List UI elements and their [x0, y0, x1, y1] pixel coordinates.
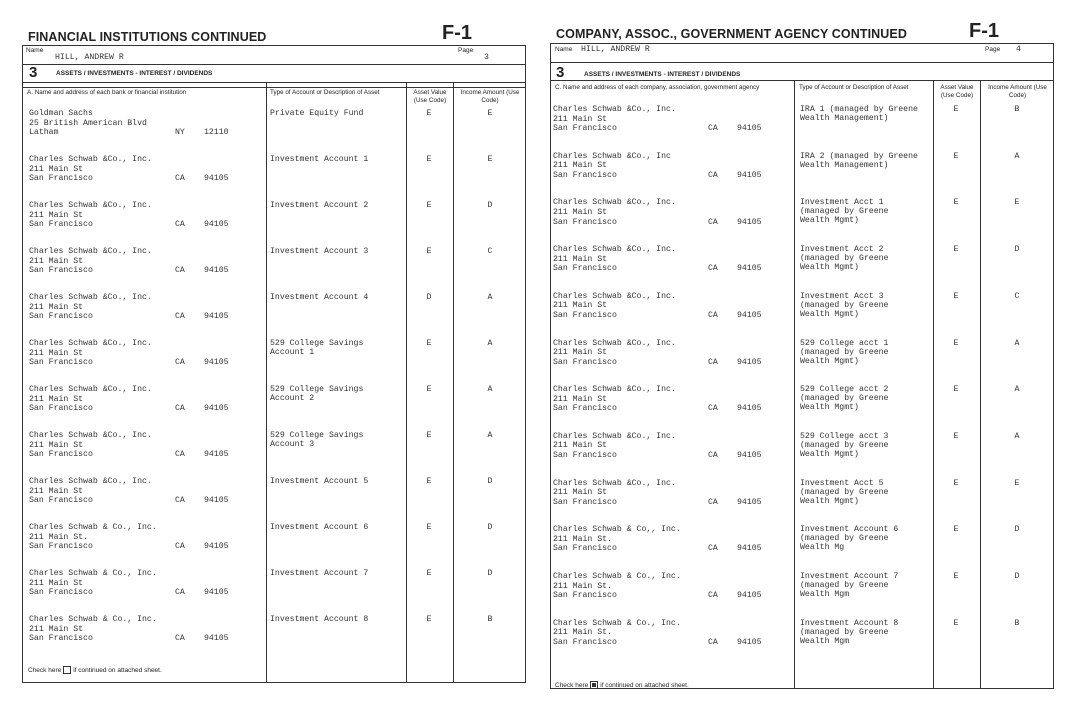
table-row: [551, 385, 1053, 431]
check-label-suffix: if continued on attached sheet.: [73, 666, 162, 674]
entry-zip: 94105: [204, 220, 229, 230]
entry-institution-name: Charles Schwab &Co., Inc.: [553, 338, 676, 348]
entry-account-type: IRA 2 (managed by Greene Wealth Management): [800, 151, 918, 170]
entry-city: San Francisco: [29, 220, 93, 230]
table-row: [23, 477, 525, 523]
entry-institution-name: Charles Schwab &Co., Inc.: [553, 478, 676, 488]
entry-institution-name: Charles Schwab &Co., Inc.: [553, 291, 676, 301]
entry-account-type: Investment Account 8 (managed by Greene Wealth Mgm: [800, 618, 899, 646]
entry-account-type: Investment Acct 2 (managed by Greene Wealth Mgmt): [800, 245, 889, 273]
entry-institution-name: Charles Schwab &Co., Inc.: [29, 155, 152, 164]
entry-account-type: Investment Account 2: [270, 201, 369, 210]
entry-asset-code: E: [426, 385, 432, 394]
entry-income-code: B: [1014, 105, 1020, 114]
page-number: 3: [484, 53, 489, 62]
entry-account-type: Investment Account 5: [270, 477, 369, 486]
entry-state: CA: [175, 266, 185, 276]
entry-institution-name: Charles Schwab &Co., Inc.: [29, 201, 152, 210]
entry-zip: 94105: [737, 497, 762, 507]
name-row: [23, 46, 525, 65]
entry-asset-code: E: [953, 385, 959, 395]
entry-street: 211 Main St.: [553, 534, 612, 544]
col-header-type: Type of Account or Description of Asset: [270, 89, 380, 96]
entry-institution-name: Charles Schwab &Co., Inc.: [553, 245, 676, 255]
col-header-income: Income Amount (Use Code): [460, 89, 520, 104]
col-header-asset: Asset Value (Use Code): [413, 89, 447, 104]
entry-street: 211 Main St: [553, 441, 608, 451]
table-row: [23, 339, 525, 385]
table-row: [551, 479, 1053, 525]
section-number: 3: [29, 64, 38, 81]
continued-checkbox[interactable]: [63, 666, 71, 674]
form-id: F-1: [442, 22, 472, 44]
entry-income-code: A: [487, 385, 493, 394]
entry-asset-code: E: [953, 338, 959, 348]
entry-zip: 94105: [204, 542, 229, 552]
entry-street: 211 Main St.: [553, 581, 612, 591]
table-row: [551, 339, 1053, 385]
entry-state: CA: [708, 497, 718, 507]
col-header-income: Income Amount (Use Code): [988, 84, 1047, 99]
entry-asset-code: D: [426, 293, 432, 302]
entry-income-code: A: [1014, 385, 1020, 395]
entry-zip: 94105: [204, 450, 229, 460]
table-row: [23, 569, 525, 615]
section-title: ASSETS / INVESTMENTS - INTEREST / DIVIDENDS: [56, 70, 213, 77]
entry-institution-name: Charles Schwab & Co., Inc.: [29, 523, 157, 532]
entry-street: 211 Main St: [29, 440, 84, 450]
entry-street: 211 Main St: [29, 486, 84, 496]
table-row: [23, 293, 525, 339]
entry-street: 211 Main St: [553, 348, 608, 358]
table-row: [551, 245, 1053, 291]
table-row: [23, 385, 525, 431]
entry-city: San Francisco: [553, 544, 617, 554]
entry-account-type: Investment Account 4: [270, 293, 369, 302]
entry-state: CA: [708, 404, 718, 414]
entry-city: San Francisco: [29, 634, 93, 644]
entry-state: CA: [175, 450, 185, 460]
entry-zip: 94105: [737, 357, 762, 367]
entry-institution-name: Charles Schwab & Co., Inc.: [29, 569, 157, 578]
entry-city: San Francisco: [553, 591, 617, 601]
page-label: Page: [985, 46, 1001, 53]
entry-city: San Francisco: [29, 404, 93, 414]
entry-institution-name: Charles Schwab &Co., Inc.: [553, 105, 676, 114]
entry-street: 211 Main St: [553, 207, 608, 217]
entry-account-type: 529 College acct 3 (managed by Greene Wealth Mgmt): [800, 431, 889, 459]
entry-zip: 94105: [737, 264, 762, 274]
entry-zip: 94105: [737, 637, 762, 647]
entry-institution-name: Charles Schwab &Co., Inc.: [553, 198, 676, 208]
entry-asset-code: E: [426, 109, 432, 118]
entry-asset-code: E: [953, 291, 959, 301]
entry-city: San Francisco: [553, 310, 617, 320]
section-title: ASSETS / INVESTMENTS - INTEREST / DIVIDENDS: [584, 71, 741, 78]
entry-asset-code: E: [953, 245, 959, 255]
continued-checkbox-row: [555, 681, 689, 689]
entry-street: 211 Main St: [553, 488, 608, 498]
entry-account-type: 529 College Savings Account 2: [270, 385, 364, 404]
entry-asset-code: E: [953, 151, 959, 161]
entry-city: San Francisco: [553, 217, 617, 227]
entry-city: San Francisco: [553, 124, 617, 134]
entry-account-type: Investment Acct 3 (managed by Greene Wealth Mgmt): [800, 291, 889, 319]
entry-zip: 94105: [737, 170, 762, 180]
entry-account-type: Private Equity Fund: [270, 109, 364, 118]
entry-zip: 94105: [737, 544, 762, 554]
entry-institution-name: Charles Schwab &Co., Inc.: [29, 431, 152, 440]
continued-checkbox[interactable]: [590, 681, 598, 689]
entry-street: 211 Main St: [553, 394, 608, 404]
col-header-asset: Asset Value (Use Code): [940, 84, 974, 99]
entry-asset-code: E: [426, 569, 432, 578]
entry-zip: 12110: [204, 128, 229, 138]
entry-state: CA: [175, 220, 185, 230]
entry-account-type: 529 College Savings Account 1: [270, 339, 364, 358]
entry-city: San Francisco: [553, 264, 617, 274]
entry-state: CA: [175, 496, 185, 506]
col-header-name: C. Name and address of each company, association, government agency: [555, 84, 760, 91]
entry-street: 211 Main St: [29, 394, 84, 404]
entry-state: CA: [175, 312, 185, 322]
table-row: [23, 615, 525, 661]
name-row: [551, 44, 1053, 63]
column-header-divider: [23, 87, 525, 88]
entry-zip: 94105: [737, 217, 762, 227]
entry-institution-name: Goldman Sachs: [29, 109, 93, 118]
entry-state: CA: [175, 634, 185, 644]
form-id: F-1: [969, 20, 999, 42]
entry-income-code: A: [487, 431, 493, 440]
entry-asset-code: E: [426, 523, 432, 532]
entry-state: CA: [708, 357, 718, 367]
entry-institution-name: Charles Schwab &Co., Inc.: [29, 339, 152, 348]
entry-city: San Francisco: [553, 404, 617, 414]
entry-institution-name: Charles Schwab &Co., Inc.: [29, 247, 152, 256]
name-value: HILL, ANDREW R: [581, 45, 650, 54]
entry-state: CA: [708, 451, 718, 461]
entry-account-type: 529 College Savings Account 3: [270, 431, 364, 450]
table-row: [551, 572, 1053, 618]
entry-zip: 94105: [204, 266, 229, 276]
entry-institution-name: Charles Schwab & Co., Inc.: [553, 618, 681, 628]
entry-zip: 94105: [737, 124, 762, 134]
entry-zip: 94105: [737, 404, 762, 414]
entry-account-type: Investment Account 6 (managed by Greene Wealth Mg: [800, 525, 899, 553]
entry-income-code: A: [1014, 338, 1020, 348]
entry-account-type: 529 College acct 1 (managed by Greene Wealth Mgmt): [800, 338, 889, 366]
entry-zip: 94105: [204, 358, 229, 368]
entry-street: 211 Main St: [29, 302, 84, 312]
entry-state: CA: [708, 124, 718, 134]
entry-income-code: C: [1014, 291, 1020, 301]
entry-asset-code: E: [953, 478, 959, 488]
form-box: [550, 43, 1054, 689]
entry-city: San Francisco: [553, 637, 617, 647]
entry-asset-code: E: [426, 155, 432, 164]
entry-street: 211 Main St: [29, 624, 84, 634]
table-row: [23, 201, 525, 247]
entry-state: CA: [708, 264, 718, 274]
entry-asset-code: E: [953, 525, 959, 535]
entry-income-code: A: [487, 339, 493, 348]
entry-income-code: D: [1014, 572, 1020, 581]
check-label: Check here: [28, 666, 62, 674]
entry-city: San Francisco: [29, 588, 93, 598]
table-row: [551, 152, 1053, 198]
entry-institution-name: Charles Schwab &Co., Inc.: [29, 477, 152, 486]
entry-city: San Francisco: [553, 357, 617, 367]
entry-account-type: Investment Acct 5 (managed by Greene Wealth Mgmt): [800, 478, 889, 506]
entry-zip: 94105: [204, 634, 229, 644]
entry-institution-name: Charles Schwab &Co., Inc.: [29, 293, 152, 302]
entry-account-type: Investment Account 6: [270, 523, 369, 532]
table-row: [551, 619, 1053, 665]
table-row: [551, 292, 1053, 338]
entry-asset-code: E: [953, 618, 959, 628]
entry-zip: 94105: [204, 496, 229, 506]
entry-account-type: Investment Account 8: [270, 615, 369, 624]
entry-income-code: C: [487, 247, 493, 256]
entry-income-code: D: [487, 201, 493, 210]
entry-zip: 94105: [737, 310, 762, 320]
entry-asset-code: E: [426, 615, 432, 624]
name-value: HILL, ANDREW R: [55, 53, 124, 62]
entry-institution-name: Charles Schwab &Co., Inc: [553, 151, 671, 161]
entry-asset-code: E: [953, 431, 959, 441]
entry-account-type: IRA 1 (managed by Greene Wealth Management): [800, 105, 918, 123]
entry-account-type: 529 College acct 2 (managed by Greene Wealth Mgmt): [800, 385, 889, 413]
entry-city: San Francisco: [29, 312, 93, 322]
entry-city: San Francisco: [29, 174, 93, 184]
entry-account-type: Investment Acct 1 (managed by Greene Wealth Mgmt): [800, 198, 889, 226]
page-label: Page: [458, 47, 474, 54]
entry-asset-code: E: [953, 572, 959, 581]
entry-state: CA: [708, 637, 718, 647]
entry-city: Latham: [29, 128, 59, 138]
entry-institution-name: Charles Schwab &Co., Inc.: [553, 385, 676, 395]
entry-state: NY: [175, 128, 185, 138]
entry-income-code: B: [487, 615, 493, 624]
entry-street: 211 Main St: [29, 256, 84, 266]
entry-institution-name: Charles Schwab & Co., Inc.: [29, 615, 157, 624]
entry-income-code: A: [487, 293, 493, 302]
entry-zip: 94105: [737, 451, 762, 461]
form-title: COMPANY, ASSOC., GOVERNMENT AGENCY CONTINUED: [556, 27, 907, 41]
table-row: [23, 155, 525, 201]
entry-asset-code: E: [426, 247, 432, 256]
entry-street: 25 British American Blvd: [29, 118, 147, 128]
entry-street: 211 Main St.: [29, 532, 88, 542]
table-row: [23, 247, 525, 293]
entry-state: CA: [708, 591, 718, 601]
entry-income-code: D: [1014, 525, 1020, 535]
entry-city: San Francisco: [29, 542, 93, 552]
entry-state: CA: [175, 404, 185, 414]
name-label: Name: [26, 47, 44, 54]
entry-state: CA: [708, 217, 718, 227]
entry-account-type: Investment Account 3: [270, 247, 369, 256]
entry-city: San Francisco: [29, 266, 93, 276]
entry-zip: 94105: [737, 591, 762, 601]
table-row: [551, 198, 1053, 244]
entry-state: CA: [175, 588, 185, 598]
entry-account-type: Investment Account 7: [270, 569, 369, 578]
section-header: [551, 62, 1053, 81]
entry-city: San Francisco: [29, 358, 93, 368]
entry-asset-code: E: [426, 477, 432, 486]
entry-institution-name: Charles Schwab &Co., Inc.: [29, 385, 152, 394]
col-header-name: A. Name and address of each bank or financial institution: [27, 89, 187, 96]
check-label: Check here: [555, 681, 589, 689]
entry-income-code: E: [1014, 198, 1020, 208]
entry-street: 211 Main St: [553, 301, 608, 311]
table-row: [551, 432, 1053, 478]
entry-street: 211 Main St: [29, 348, 84, 358]
entry-street: 211 Main St: [29, 210, 84, 220]
entry-income-code: A: [1014, 151, 1020, 161]
entry-city: San Francisco: [29, 496, 93, 506]
form-title: FINANCIAL INSTITUTIONS CONTINUED: [28, 30, 267, 44]
check-label-suffix: if continued on attached sheet.: [600, 681, 689, 689]
table-row: [551, 525, 1053, 571]
entry-income-code: B: [1014, 618, 1020, 628]
entry-street: 211 Main St: [553, 161, 608, 171]
entry-state: CA: [708, 170, 718, 180]
entry-street: 211 Main St: [553, 254, 608, 264]
entry-income-code: A: [1014, 431, 1020, 441]
entry-income-code: D: [487, 569, 493, 578]
entry-income-code: D: [1014, 245, 1020, 255]
entry-street: 211 Main St: [553, 114, 608, 124]
entry-state: CA: [175, 174, 185, 184]
entry-asset-code: E: [953, 198, 959, 208]
entry-income-code: D: [487, 523, 493, 532]
entry-street: 211 Main St: [29, 578, 84, 588]
entry-institution-name: Charles Schwab & Co,, Inc.: [553, 525, 681, 535]
name-label: Name: [555, 46, 573, 53]
entry-state: CA: [708, 310, 718, 320]
section-number: 3: [556, 64, 565, 81]
table-row: [23, 431, 525, 477]
entry-account-type: Investment Account 7 (managed by Greene Wealth Mgm: [800, 572, 899, 599]
entry-asset-code: E: [426, 339, 432, 348]
entry-street: 211 Main St: [29, 164, 84, 174]
entry-city: San Francisco: [29, 450, 93, 460]
table-row: [23, 109, 525, 155]
entry-state: CA: [175, 542, 185, 552]
entry-asset-code: E: [426, 201, 432, 210]
entry-zip: 94105: [204, 312, 229, 322]
entry-city: San Francisco: [553, 170, 617, 180]
continued-checkbox-row: [28, 666, 162, 674]
entry-state: CA: [708, 544, 718, 554]
entry-asset-code: E: [426, 431, 432, 440]
entry-street: 211 Main St.: [553, 628, 612, 638]
col-header-type: Type of Account or Description of Asset: [799, 84, 909, 91]
entry-zip: 94105: [204, 174, 229, 184]
entry-income-code: E: [487, 109, 493, 118]
entry-income-code: D: [487, 477, 493, 486]
entry-institution-name: Charles Schwab &Co., Inc.: [553, 431, 676, 441]
entry-state: CA: [175, 358, 185, 368]
form-box: [22, 45, 526, 683]
entry-income-code: E: [1014, 478, 1020, 488]
table-row: [551, 105, 1053, 151]
section-header: [23, 64, 525, 83]
entry-asset-code: E: [953, 105, 959, 114]
page-number: 4: [1016, 45, 1021, 54]
entry-institution-name: Charles Schwab & Co., Inc.: [553, 572, 681, 581]
entry-zip: 94105: [204, 588, 229, 598]
entry-account-type: Investment Account 1: [270, 155, 369, 164]
entry-city: San Francisco: [553, 451, 617, 461]
entry-zip: 94105: [204, 404, 229, 414]
entry-income-code: E: [487, 155, 493, 164]
entry-city: San Francisco: [553, 497, 617, 507]
table-row: [23, 523, 525, 569]
